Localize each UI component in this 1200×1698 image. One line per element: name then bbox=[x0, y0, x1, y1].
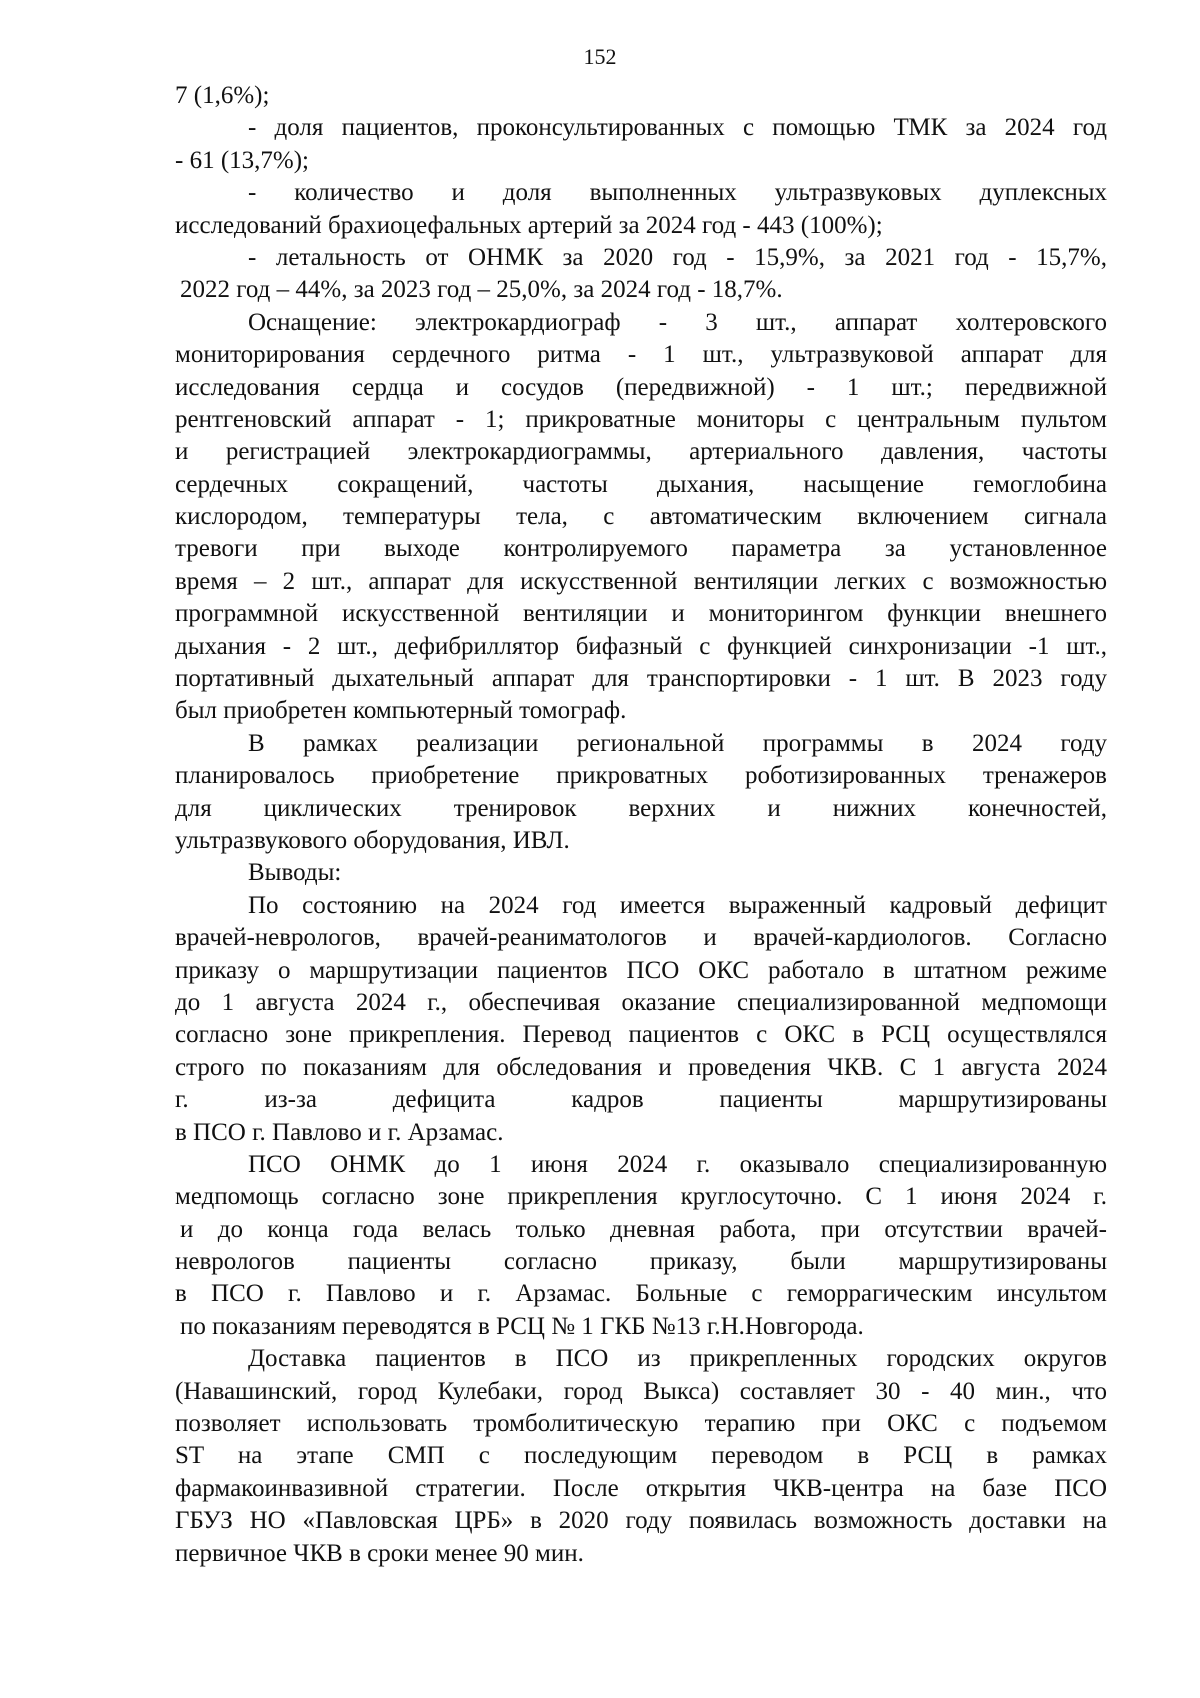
text-line: исследований брахиоцефальных артерий за 2024 год - 443 (100%); bbox=[175, 211, 883, 239]
text-line: ГБУЗ НО «Павловская ЦРБ» в 2020 году появилась возможность доставки на bbox=[175, 1507, 1107, 1535]
page-number: 152 bbox=[583, 44, 617, 69]
text-line: В рамках реализации региональной программы в 2024 году bbox=[248, 729, 1107, 757]
text-line: 7 (1,6%); bbox=[175, 82, 270, 109]
text-line: и до конца года велась только дневная работа, при отсутствии врачей- bbox=[180, 1215, 1107, 1243]
text-line: исследования сердца и сосудов (передвижной) - 1 шт.; передвижной bbox=[175, 373, 1107, 401]
text-line: фармакоинвазивной стратегии. После открытия ЧКВ-центра на базе ПСО bbox=[175, 1474, 1107, 1502]
text-line: строго по показаниям для обследования и проведения ЧКВ. С 1 августа 2024 bbox=[175, 1053, 1107, 1081]
text-line: согласно зоне прикрепления. Перевод пациентов с ОКС в РСЦ осуществлялся bbox=[175, 1021, 1107, 1049]
text-line: (Навашинский, город Кулебаки, город Выкса) составляет 30 - 40 мин., что bbox=[175, 1377, 1107, 1405]
text-line: рентгеновский аппарат - 1; прикроватные мониторы с центральным пультом bbox=[175, 405, 1107, 433]
document-body bbox=[175, 80, 1107, 1570]
text-line: кислородом, температуры тела, с автоматическим включением сигнала bbox=[175, 503, 1107, 531]
text-line: был приобретен компьютерный томограф. bbox=[175, 697, 627, 725]
text-line: и регистрацией электрокардиограммы, артериального давления, частоты bbox=[175, 438, 1107, 466]
text-line: По состоянию на 2024 год имеется выраженный кадровый дефицит bbox=[248, 891, 1107, 919]
text-line: медпомощь согласно зоне прикрепления круглосуточно. С 1 июня 2024 г. bbox=[175, 1183, 1107, 1211]
text-line: врачей-неврологов, врачей-реаниматологов и врачей-кардиологов. Согласно bbox=[175, 924, 1107, 952]
text-line: приказу о маршрутизации пациентов ПСО ОКС работало в штатном режиме bbox=[175, 956, 1107, 984]
text-line: Оснащение: электрокардиограф - 3 шт., аппарат холтеровского bbox=[248, 308, 1107, 336]
text-line: ST на этапе СМП с последующим переводом в РСЦ в рамках bbox=[175, 1442, 1107, 1470]
text-line: первичное ЧКВ в сроки менее 90 мин. bbox=[175, 1539, 584, 1567]
text-line: в ПСО г. Павлово и г. Арзамас. bbox=[175, 1118, 504, 1146]
text-line: ультразвукового оборудования, ИВЛ. bbox=[175, 826, 570, 854]
text-line: время – 2 шт., аппарат для искусственной вентиляции легких с возможностью bbox=[175, 567, 1107, 595]
text-line: дыхания - 2 шт., дефибриллятор бифазный с функцией синхронизации -1 шт., bbox=[175, 632, 1107, 660]
text-line: в ПСО г. Павлово и г. Арзамас. Больные с геморрагическим инсультом bbox=[175, 1280, 1107, 1308]
text-line: г. из-за дефицита кадров пациенты маршрутизированы bbox=[175, 1086, 1107, 1114]
text-line: 2022 год – 44%, за 2023 год – 25,0%, за 2024 год - 18,7%. bbox=[180, 276, 783, 304]
text-line: - летальность от ОНМК за 2020 год - 15,9%, за 2021 год - 15,7%, bbox=[248, 243, 1107, 271]
text-line: ПСО ОНМК до 1 июня 2024 г. оказывало специализированную bbox=[248, 1150, 1107, 1178]
text-line: тревоги при выходе контролируемого параметра за установленное bbox=[175, 535, 1107, 563]
text-line: портативный дыхательный аппарат для транспортировки - 1 шт. В 2023 году bbox=[175, 665, 1107, 693]
text-line: программной искусственной вентиляции и мониторингом функции внешнего bbox=[175, 600, 1107, 628]
text-line: - доля пациентов, проконсультированных с помощью ТМК за 2024 год bbox=[248, 114, 1107, 142]
text-line: позволяет использовать тромболитическую терапию при ОКС с подъемом bbox=[175, 1410, 1107, 1438]
text-line: до 1 августа 2024 г., обеспечивая оказание специализированной медпомощи bbox=[175, 988, 1107, 1016]
text-line: сердечных сокращений, частоты дыхания, насыщение гемоглобина bbox=[175, 470, 1107, 498]
text-line: неврологов пациенты согласно приказу, были маршрутизированы bbox=[175, 1248, 1107, 1276]
text-line: - 61 (13,7%); bbox=[175, 146, 309, 174]
text-line: для циклических тренировок верхних и нижних конечностей, bbox=[175, 794, 1107, 822]
text-line: - количество и доля выполненных ультразвуковых дуплексных bbox=[248, 179, 1107, 207]
text-line: планировалось приобретение прикроватных роботизированных тренажеров bbox=[175, 762, 1107, 790]
text-line: Выводы: bbox=[248, 859, 342, 887]
text-line: мониторирования сердечного ритма - 1 шт., ультразвуковой аппарат для bbox=[175, 341, 1107, 369]
text-line: по показаниям переводятся в РСЦ № 1 ГКБ №13 г.Н.Новгорода. bbox=[180, 1312, 864, 1340]
text-line: Доставка пациентов в ПСО из прикрепленных городских округов bbox=[248, 1345, 1107, 1373]
